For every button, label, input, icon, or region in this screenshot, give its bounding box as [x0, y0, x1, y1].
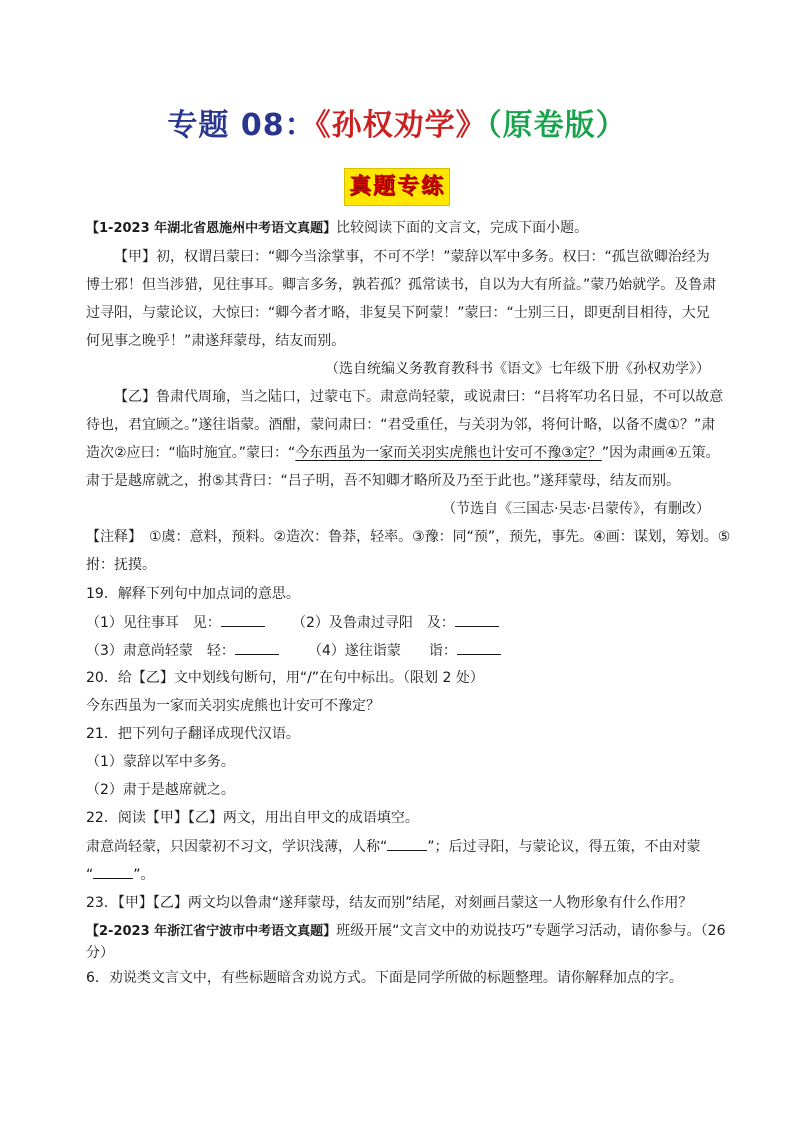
q2-intro: 班级开展“文言文中的劝说技巧”专题学习活动，请你参与。（26: [336, 923, 726, 939]
q22-line-2-end: ”。: [133, 867, 155, 883]
jia-line-2: 博士邪！但当涉猎，见往事耳。卿言多务，孰若孤？孤常读书，自以为大有所益。”蒙乃始就学。及鲁肃: [86, 277, 717, 293]
title-prefix: 专题 08：: [167, 108, 316, 143]
q19-item-3-text: （3）肃意尚轻蒙 轻：: [86, 643, 235, 659]
q23-stem: 23．【甲】【乙】两文均以鲁肃“遂拜蒙母，结友而别”结尾，对刻画吕蒙这一人物形象有什么作用？: [86, 895, 693, 911]
q22-line-1: [86, 836, 701, 857]
answer-blank[interactable]: [221, 612, 265, 627]
yi-source: （节选自《三国志·吴志·吕蒙传》，有删改）: [442, 501, 710, 517]
q19-item-2-text: （2）及鲁肃过寻阳 及：: [292, 615, 455, 631]
q2-item-6: 6．劝说类文言文中，有些标题暗含劝说方式。下面是同学所做的标题整理。请你解释加点的字。: [86, 970, 683, 986]
jia-line-1: 【甲】初，权谓吕蒙曰：“卿今当涂掌事，不可不学！”蒙辞以军中多务。权曰：“孤岂欲卿治经为: [114, 249, 710, 265]
answer-blank[interactable]: [387, 836, 427, 851]
answer-blank[interactable]: [93, 864, 133, 879]
q1-header: 【1-2023 年湖北省恩施州中考语文真题】: [86, 221, 337, 236]
q2-header: 【2-2023 年浙江省宁波市中考语文真题】: [86, 924, 337, 939]
q2-header-line: [86, 921, 725, 942]
page-title: [0, 100, 794, 144]
jia-line-4: 何见事之晚乎！”肃遂拜蒙母，结友而别。: [86, 333, 346, 349]
yi-line-3-end: ”因为肃画④五策。: [601, 445, 720, 461]
q19-item-4: [308, 640, 501, 661]
title-main: 《孙权劝学》: [315, 108, 487, 143]
q22-line-2-start: “: [86, 867, 94, 883]
answer-blank[interactable]: [457, 640, 501, 655]
q21-item-1: （1）蒙辞以军中多务。: [86, 754, 235, 770]
jia-line-3: 过寻阳，与蒙论议，大惊曰：“卿今者才略，非复吴下阿蒙！”蒙曰：“士别三日，即更刮目相待，大兄: [86, 305, 710, 321]
yi-line-2: 待也，君宜顾之。”遂往诣蒙。酒酣，蒙问肃曰：“君受重任，与关羽为邻，将何计略，以备不虞①？”肃: [86, 417, 716, 433]
q21-stem: 21．把下列句子翻译成现代汉语。: [86, 726, 300, 742]
q2-intro-cont: 分）: [86, 945, 114, 961]
q19-item-1: [86, 612, 265, 633]
yi-line-3: [86, 443, 720, 463]
q22-stem: 22．阅读【甲】【乙】两文，用出自甲文的成语填空。: [86, 810, 419, 826]
q19-item-1-text: （1）见往事耳 见：: [86, 615, 221, 631]
yi-line-3-start: 造次②应曰：“临时施宜。”蒙曰：“: [86, 445, 296, 461]
q20-stem: 20．给【乙】文中划线句断句，用“/”在句中标出。（限划 2 处）: [86, 670, 484, 686]
yi-line-4: 肃于是越席就之，拊⑤其背曰：“吕子明，吾不知卿才略所及乃至于此也。”遂拜蒙母，结友而别。: [86, 473, 681, 489]
jia-source: （选自统编义务教育教科书《语文》七年级下册《孙权劝学》）: [325, 361, 710, 377]
answer-blank[interactable]: [235, 640, 279, 655]
notes-line-2: 拊：抚摸。: [86, 557, 156, 573]
q22-line-2: [86, 864, 155, 885]
q21-item-2: （2）肃于是越席就之。: [86, 782, 235, 798]
underlined-sentence: 今东西虽为一家而关羽实虎熊也计安可不豫③定？: [295, 445, 602, 461]
q1-header-line: [86, 218, 588, 239]
title-suffix: （原卷版）: [486, 108, 627, 143]
q19-item-4-text: （4）遂往诣蒙 诣：: [308, 643, 457, 659]
q1-intro: 比较阅读下面的文言文，完成下面小题。: [336, 220, 589, 236]
q19-item-3: [86, 640, 279, 661]
yi-line-1: 【乙】鲁肃代周瑜，当之陆口，过蒙屯下。肃意尚轻蒙，或说肃曰：“吕将军功名日显，不可以故意: [114, 389, 724, 405]
q20-sentence: 今东西虽为一家而关羽实虎熊也计安可不豫定？: [86, 698, 380, 714]
q22-line-1-end: ”；后过寻阳，与蒙论议，得五策，不由对蒙: [427, 839, 701, 855]
answer-blank[interactable]: [455, 612, 499, 627]
q22-line-1-start: 肃意尚轻蒙，只因蒙初不习文，学识浅薄，人称“: [86, 839, 388, 855]
q19-item-2: [292, 612, 499, 633]
q19-stem: 19．解释下列句中加点词的意思。: [86, 586, 300, 602]
notes-line-1: 【注释】 ①虞：意料，预料。②造次：鲁莽，轻率。③豫：同“预”，预先，事先。④画：谋划，筹划。⑤: [86, 529, 731, 545]
section-badge: 真题专练: [344, 168, 450, 206]
